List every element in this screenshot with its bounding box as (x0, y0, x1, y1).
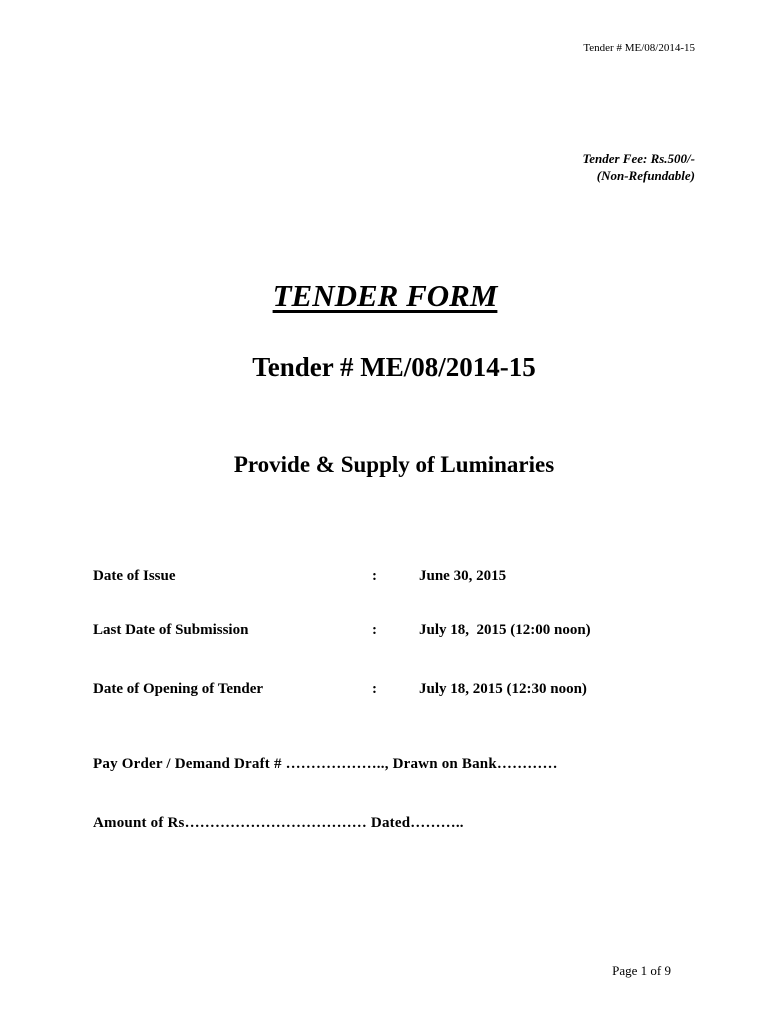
date-of-opening-colon: : (372, 681, 377, 697)
tender-fee-amount: Tender Fee: Rs.500/- (582, 151, 695, 166)
date-of-issue-label: Date of Issue (93, 568, 176, 584)
date-of-opening-row (93, 681, 693, 703)
form-title: TENDER FORM (272, 278, 498, 313)
pay-order-line: Pay Order / Demand Draft # ……………….., Drawn on Bank………… (93, 756, 558, 772)
tender-subject-heading: Provide & Supply of Luminaries (233, 452, 555, 477)
last-date-submission-colon: : (372, 622, 377, 638)
page-number: Page 1 of 9 (612, 963, 671, 978)
tender-fee-note: (Non-Refundable) (596, 168, 695, 183)
header-tender-reference: Tender # ME/08/2014-15 (583, 42, 695, 54)
last-date-submission-label: Last Date of Submission (93, 622, 249, 638)
date-of-issue-row (93, 568, 693, 590)
amount-line: Amount of Rs……………………………… Dated……….. (93, 815, 464, 831)
date-of-issue-value: June 30, 2015 (419, 568, 507, 584)
tender-number-heading: Tender # ME/08/2014-15 (252, 352, 536, 382)
tender-fee-block (582, 150, 695, 184)
last-date-submission-value: July 18, 2015 (12:00 noon) (419, 622, 591, 638)
date-of-opening-value: July 18, 2015 (12:30 noon) (419, 681, 587, 697)
date-of-issue-colon: : (372, 568, 377, 584)
last-date-submission-row (93, 622, 693, 644)
date-of-opening-label: Date of Opening of Tender (93, 681, 264, 697)
